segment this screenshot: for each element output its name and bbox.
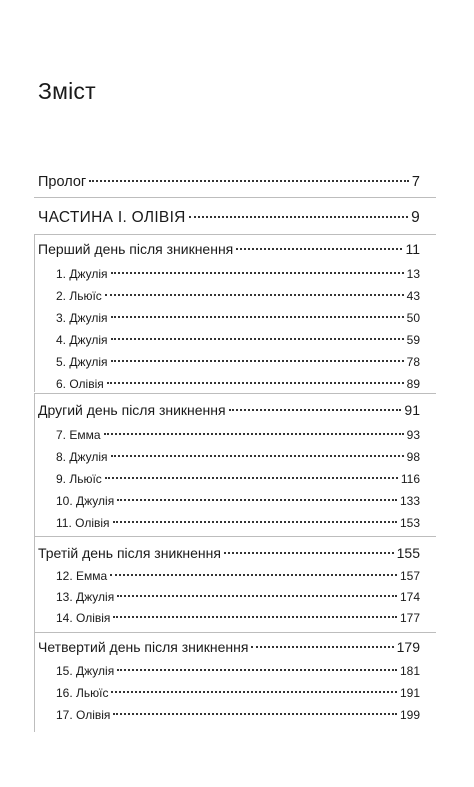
section-divider xyxy=(34,393,436,394)
toc-entry-label: 2. Льюїс xyxy=(56,289,102,303)
toc-entry-label: 12. Емма xyxy=(56,569,108,583)
dot-leader xyxy=(117,669,397,671)
toc-entry-label: Другий день після зникнення xyxy=(38,402,226,418)
toc-entry-page: 93 xyxy=(406,428,420,442)
toc-entry-label: 15. Джулія xyxy=(56,664,115,678)
toc-entry-label: 10. Джулія xyxy=(56,494,115,508)
toc-entry-page: 7 xyxy=(411,174,420,190)
dot-leader xyxy=(111,360,404,362)
toc-entry-page: 199 xyxy=(399,708,420,722)
toc-entry-label: Перший день після зникнення xyxy=(38,241,234,257)
toc-entry-page: 191 xyxy=(399,686,420,700)
toc-entry-chapter xyxy=(56,472,420,486)
section-bracket xyxy=(34,632,35,732)
toc-entry-chapter xyxy=(56,569,420,583)
section-divider xyxy=(34,234,436,235)
page-title: Зміст xyxy=(38,78,96,104)
toc-entry-chapter xyxy=(56,428,420,442)
section-divider xyxy=(34,536,436,537)
dot-leader xyxy=(111,691,396,693)
toc-entry-section-4 xyxy=(38,639,420,655)
toc-entry-section-1 xyxy=(38,241,420,257)
toc-entry-page: 89 xyxy=(406,377,420,391)
dot-leader xyxy=(111,316,404,318)
toc-entry-label: 16. Льюїс xyxy=(56,686,109,700)
toc-entry-chapter xyxy=(56,355,420,369)
section-bracket xyxy=(34,536,35,632)
toc-entry-label: Пролог xyxy=(38,174,87,190)
toc-entry-label: 14. Олівія xyxy=(56,611,111,625)
dot-leader xyxy=(251,646,393,648)
toc-entry-chapter xyxy=(56,450,420,464)
toc-entry-page: 155 xyxy=(396,545,420,561)
toc-entry-page: 11 xyxy=(405,241,420,257)
toc-entry-section-3 xyxy=(38,545,420,561)
dot-leader xyxy=(117,595,397,597)
dot-leader xyxy=(189,216,408,218)
dot-leader xyxy=(111,455,404,457)
toc-entry-chapter xyxy=(56,333,420,347)
toc-entry-label: 6. Олівія xyxy=(56,377,104,391)
toc-entry-page: 177 xyxy=(399,611,420,625)
toc-entry-chapter xyxy=(56,311,420,325)
toc-entry-page: 43 xyxy=(406,289,420,303)
dot-leader xyxy=(224,552,394,554)
toc-entry-label: Четвертий день після зникнення xyxy=(38,639,249,655)
toc-entry-page: 78 xyxy=(406,355,420,369)
toc-entry-prologue xyxy=(38,174,420,190)
toc-entry-page: 91 xyxy=(404,402,420,418)
dot-leader xyxy=(104,433,404,435)
toc-entry-label: 1. Джулія xyxy=(56,267,108,281)
dot-leader xyxy=(105,477,398,479)
toc-entry-label: 5. Джулія xyxy=(56,355,108,369)
dot-leader xyxy=(113,616,397,618)
toc-entry-label: 9. Льюїс xyxy=(56,472,102,486)
toc-entry-label: 3. Джулія xyxy=(56,311,108,325)
toc-entry-page: 50 xyxy=(406,311,420,325)
toc-entry-label: 13. Джулія xyxy=(56,590,115,604)
toc-entry-chapter xyxy=(56,267,420,281)
toc-entry-page: 181 xyxy=(399,664,420,678)
toc-entry-page: 9 xyxy=(411,209,420,226)
dot-leader xyxy=(113,713,397,715)
toc-entry-page: 59 xyxy=(406,333,420,347)
toc-entry-label: 7. Емма xyxy=(56,428,101,442)
toc-entry-label: 17. Олівія xyxy=(56,708,111,722)
toc-entry-page: 179 xyxy=(396,639,420,655)
dot-leader xyxy=(110,574,397,576)
dot-leader xyxy=(89,180,409,182)
toc-entry-chapter xyxy=(56,708,420,722)
section-bracket xyxy=(34,234,35,392)
toc-entry-page: 153 xyxy=(399,516,420,530)
dot-leader xyxy=(107,382,404,384)
toc-entry-chapter xyxy=(56,377,420,391)
section-divider xyxy=(34,197,436,198)
toc-entry-section-2 xyxy=(38,402,420,418)
toc-entry-label: Третій день після зникнення xyxy=(38,545,221,561)
toc-entry-chapter xyxy=(56,611,420,625)
toc-entry-chapter xyxy=(56,289,420,303)
toc-entry-page: 157 xyxy=(399,569,420,583)
toc-entry-page: 98 xyxy=(406,450,420,464)
toc-entry-label: 8. Джулія xyxy=(56,450,108,464)
dot-leader xyxy=(117,499,397,501)
toc-entry-label: 4. Джулія xyxy=(56,333,108,347)
toc-entry-page: 116 xyxy=(400,472,420,486)
dot-leader xyxy=(111,272,404,274)
toc-entry-chapter xyxy=(56,516,420,530)
section-divider xyxy=(34,632,436,633)
toc-entry-page: 13 xyxy=(406,267,420,281)
dot-leader xyxy=(111,338,404,340)
dot-leader xyxy=(113,521,397,523)
dot-leader xyxy=(236,248,402,250)
dot-leader xyxy=(229,409,402,411)
toc-entry-chapter xyxy=(56,590,420,604)
toc-entry-label: 11. Олівія xyxy=(56,516,110,530)
toc-entry-page: 133 xyxy=(399,494,420,508)
section-bracket xyxy=(34,393,35,536)
dot-leader xyxy=(105,294,404,296)
toc-entry-label: ЧАСТИНА І. ОЛІВІЯ xyxy=(38,209,186,226)
toc-entry-chapter xyxy=(56,664,420,678)
toc-entry-chapter xyxy=(56,686,420,700)
toc-entry-chapter xyxy=(56,494,420,508)
toc-entry-part xyxy=(38,209,420,227)
toc-entry-page: 174 xyxy=(399,590,420,604)
